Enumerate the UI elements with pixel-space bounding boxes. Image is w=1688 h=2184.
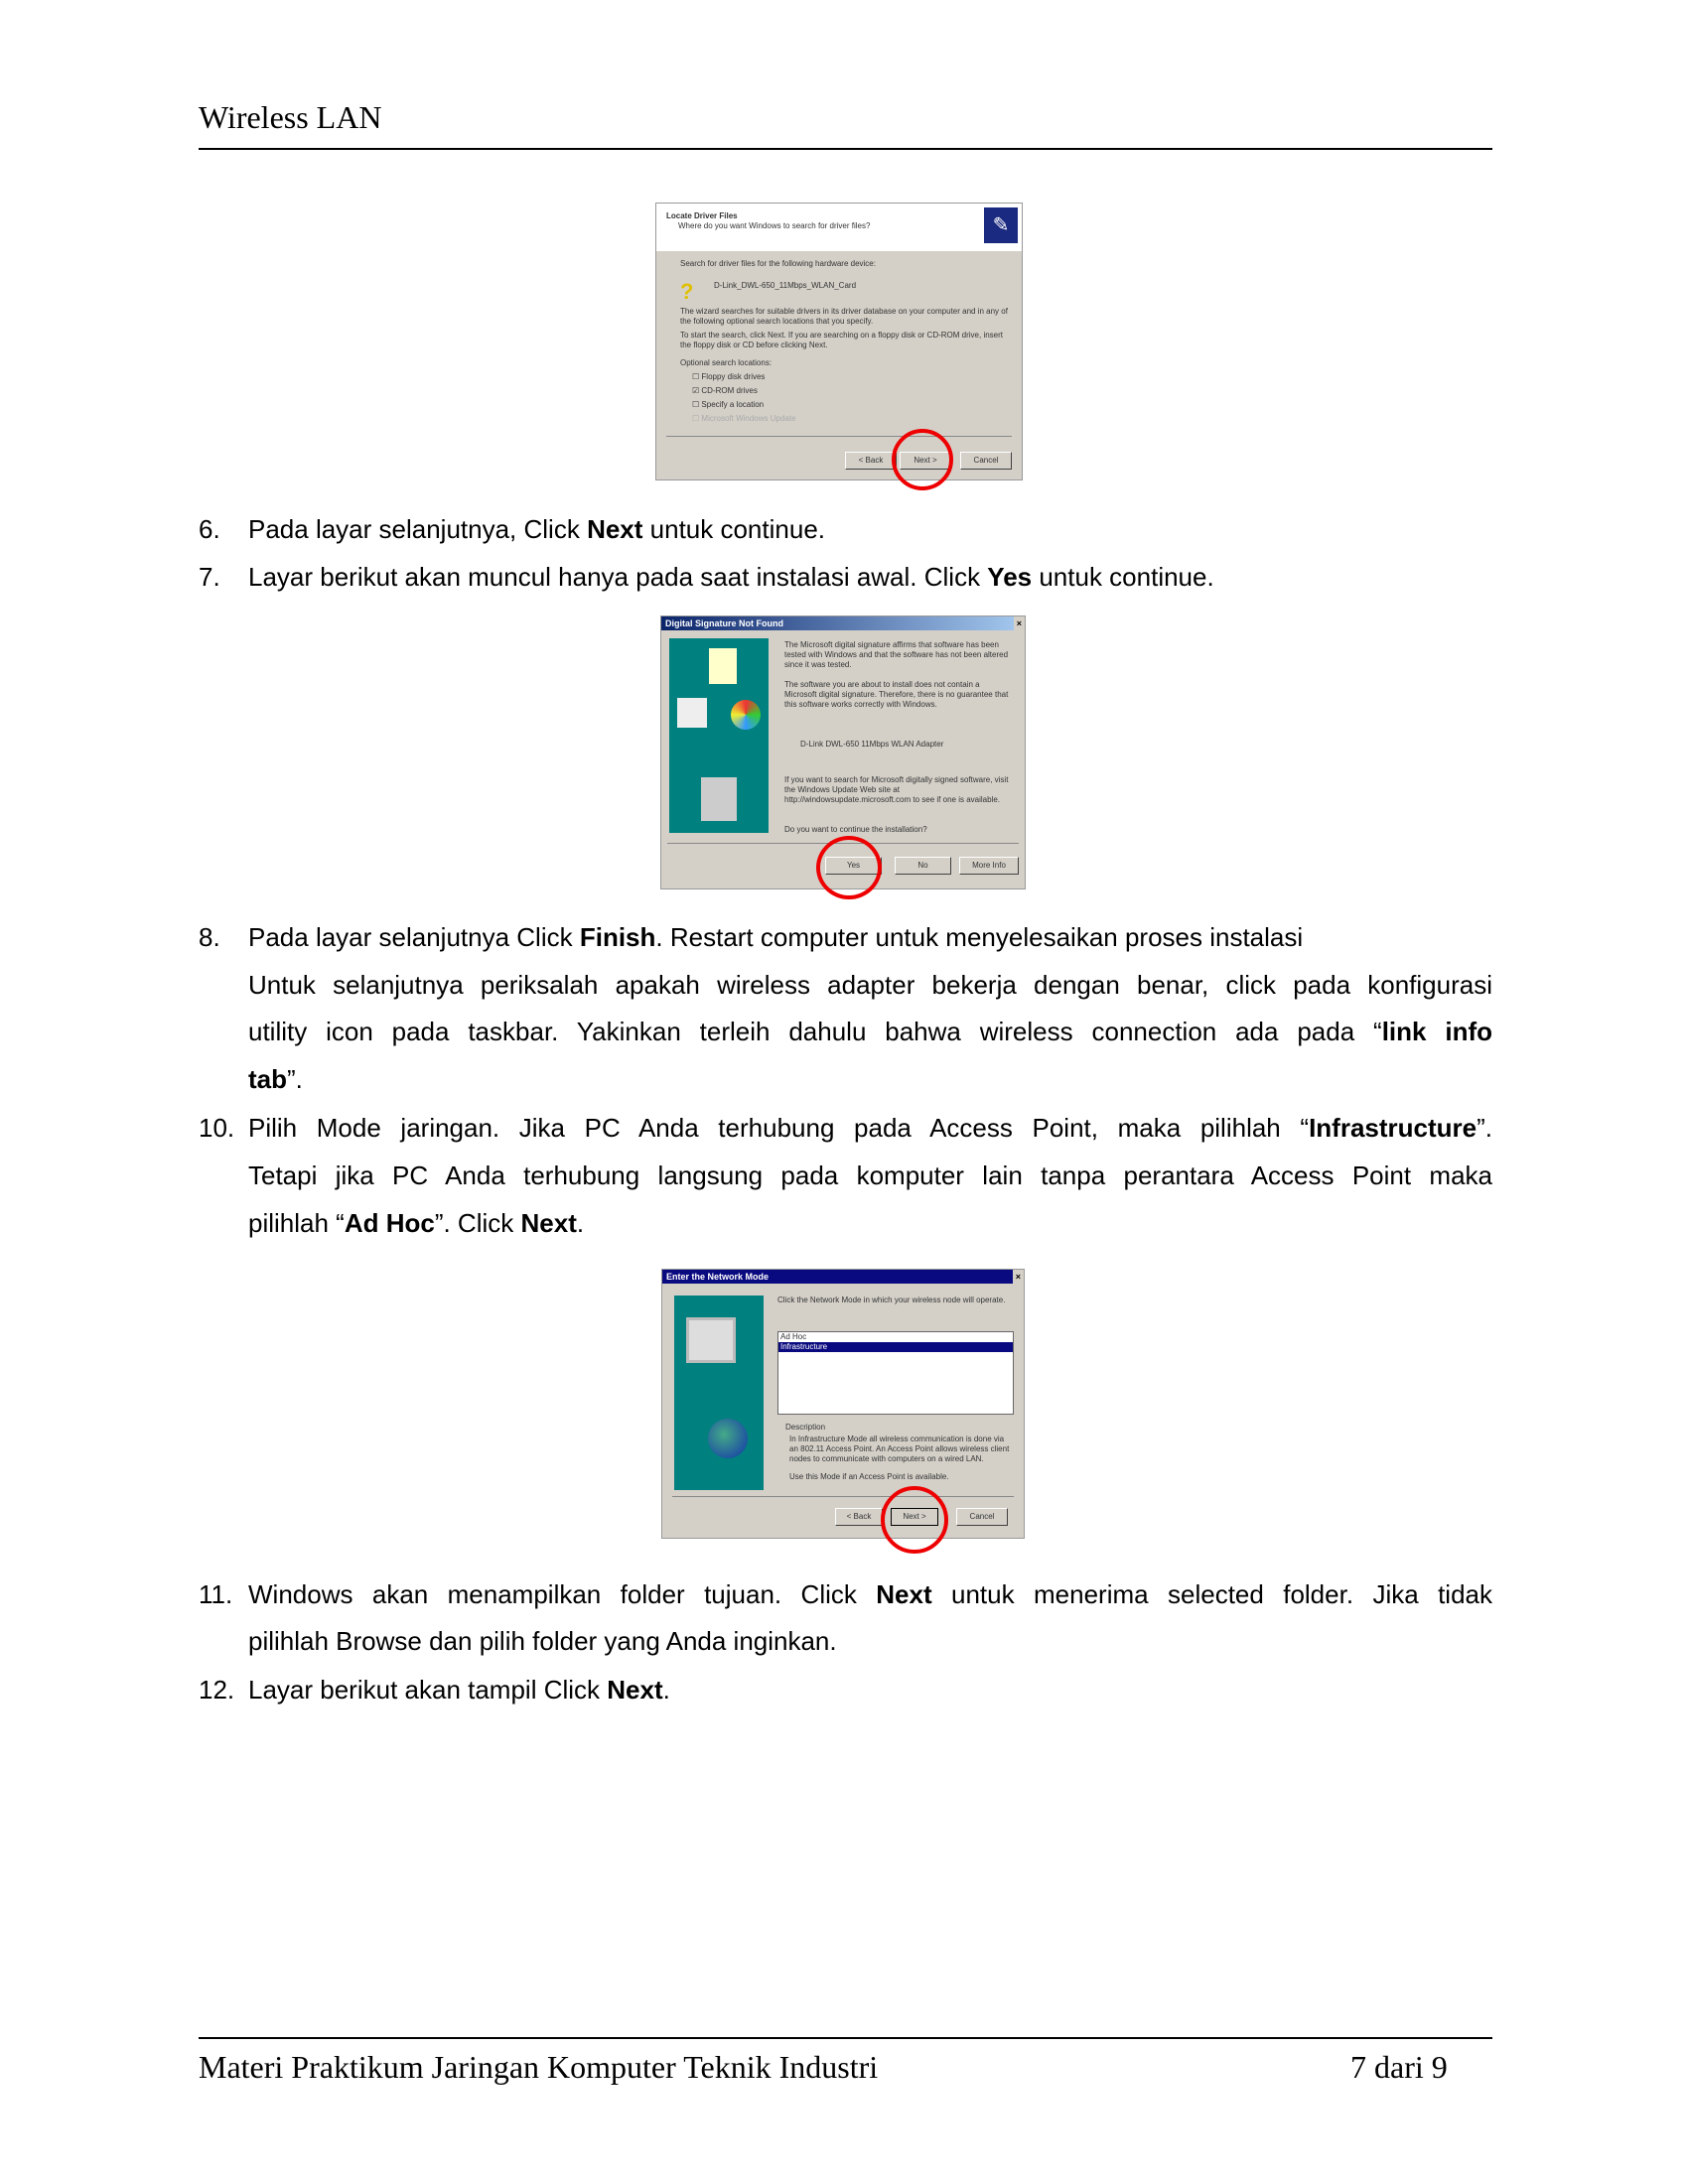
step-8-line-2: Untuk selanjutnya periksalah apakah wireless adapter bekerja dengan benar, click pada konfigurasi [248, 970, 1492, 1000]
next-button[interactable]: Next > [891, 1508, 938, 1526]
highlight-circle [881, 1486, 948, 1554]
step-12-text: Layar berikut akan tampil Click Next. [248, 1675, 670, 1705]
document-icon [709, 648, 737, 684]
body-text-2: To start the search, click Next. If you are searching on a floppy disk or CD-ROM drive, insert the floppy disk or CD before clicking Next. [680, 331, 1004, 349]
step-number: 11. [199, 1579, 233, 1609]
option-windows-update[interactable]: ☐ Microsoft Windows Update [692, 414, 796, 423]
dialog-subtitle: Where do you want Windows to search for driver files? [678, 221, 871, 230]
cancel-button[interactable]: Cancel [956, 1508, 1008, 1526]
illustration-panel [669, 638, 769, 833]
step-number: 12. [199, 1675, 235, 1705]
option-cdrom[interactable]: ☑ CD-ROM drives [692, 386, 758, 395]
intro-text: Search for driver files for the following hardware device: [680, 259, 876, 268]
option-specify[interactable]: ☐ Specify a location [692, 400, 765, 409]
dialog-titlebar [661, 616, 1025, 630]
device-name: D-Link DWL-650 11Mbps WLAN Adapter [800, 740, 944, 749]
step-number: 7. [199, 562, 220, 592]
header-title: Wireless LAN [199, 99, 382, 135]
step-number: 10. [199, 1113, 235, 1143]
step-8-line-3: utility icon pada taskbar. Yakinkan terleih dahulu bahwa wireless connection ada pada “link info [248, 1017, 1492, 1046]
body-text-1: The wizard searches for suitable drivers in its driver database on your computer and in any of the following optional search locations that you specify. [680, 307, 1008, 326]
highlight-circle [816, 836, 882, 899]
header-rule [199, 148, 1492, 150]
cd-icon [731, 700, 761, 730]
step-number: 6. [199, 514, 220, 544]
step-10-line-2: Tetapi jika PC Anda terhubung langsung pada komputer lain tanpa perantara Access Point maka [248, 1160, 1492, 1190]
device-name: D-Link_DWL-650_11Mbps_WLAN_Card [714, 281, 857, 290]
computer-icon [686, 1317, 736, 1363]
dialog-titlebar [662, 1270, 1024, 1284]
screenshot-network-mode [661, 1269, 1025, 1539]
highlight-circle [892, 429, 953, 490]
step-10-text: Pilih Mode jaringan. Jika PC Anda terhubung pada Access Point, maka pilihlah “Infrastructure”. [248, 1113, 1492, 1143]
options-label: Optional search locations: [680, 358, 773, 367]
wizard-icon: ✎ [984, 207, 1018, 243]
option-floppy[interactable]: ☐ Floppy disk drives [692, 372, 766, 381]
screenshot-locate-driver-files [655, 203, 1023, 480]
description-text: In Infrastructure Mode all wireless communication is done via an 802.11 Access Point. An Access Point allows wireless client nodes to communicate with computers on a wired LAN. [789, 1434, 1010, 1463]
paragraph-1: The Microsoft digital signature affirms that software has been tested with Windows and that the software has not been altered since it was tested. [784, 640, 1009, 669]
next-button[interactable]: Next > [900, 452, 951, 470]
question-mark-icon: ? [680, 279, 694, 304]
separator [666, 436, 1012, 437]
wizard-header [656, 204, 1022, 251]
step-11-text: Windows akan menampilkan folder tujuan. Click Next untuk menerima selected folder. Jika tidak [248, 1579, 1492, 1609]
illustration-panel [674, 1296, 764, 1490]
step-number: 8. [199, 922, 220, 952]
floppy-icon [677, 698, 707, 728]
description-label: Description [785, 1423, 826, 1432]
mode-option-ad-hoc[interactable]: Ad Hoc [780, 1332, 807, 1341]
more-info-button[interactable]: More Info [959, 857, 1019, 875]
close-icon[interactable]: × [1014, 616, 1025, 630]
step-6-text: Pada layar selanjutnya, Click Next untuk continue. [248, 514, 825, 544]
globe-icon [708, 1419, 748, 1458]
step-10-line-3: pilihlah “Ad Hoc”. Click Next. [248, 1208, 585, 1238]
separator [672, 1496, 1014, 1497]
paragraph-3: If you want to search for Microsoft digitally signed software, visit the Windows Update Web site at http://windowsupdate.microsoft.com to see if one is available. [784, 775, 1009, 804]
step-8-line-4: tab”. [248, 1064, 303, 1094]
computer-icon [701, 777, 737, 821]
back-button[interactable]: < Back [835, 1508, 883, 1526]
step-8-text: Pada layar selanjutnya Click Finish. Restart computer untuk menyelesaikan proses instalasi [248, 922, 1304, 952]
back-button[interactable]: < Back [845, 452, 897, 470]
dialog-title: Locate Driver Files [666, 211, 738, 220]
dialog-title: Enter the Network Mode [666, 1272, 770, 1282]
step-7-text: Layar berikut akan muncul hanya pada saat instalasi awal. Click Yes untuk continue. [248, 562, 1214, 592]
dialog-title: Digital Signature Not Found [665, 618, 783, 628]
page-number: 7 dari 9 [1350, 2049, 1448, 2085]
paragraph-2: The software you are about to install does not contain a Microsoft digital signature. Therefore, there is no guarantee that this software works correctly with Windows. [784, 680, 1009, 709]
no-button[interactable]: No [895, 857, 951, 875]
footer-rule [199, 2037, 1492, 2039]
yes-button[interactable]: Yes [825, 857, 882, 875]
close-icon[interactable]: × [1013, 1270, 1024, 1284]
step-11-line-2: pilihlah Browse dan pilih folder yang Anda inginkan. [248, 1626, 837, 1656]
hint-text: Use this Mode if an Access Point is available. [789, 1472, 949, 1481]
cancel-button[interactable]: Cancel [960, 452, 1012, 470]
footer-title: Materi Praktikum Jaringan Komputer Teknik Industri [199, 2049, 879, 2085]
mode-option-infrastructure[interactable]: Infrastructure [778, 1342, 1013, 1352]
question-text: Do you want to continue the installation? [784, 825, 927, 834]
network-mode-list[interactable] [777, 1331, 1014, 1415]
prompt-text: Click the Network Mode in which your wireless node will operate. [777, 1296, 1006, 1304]
